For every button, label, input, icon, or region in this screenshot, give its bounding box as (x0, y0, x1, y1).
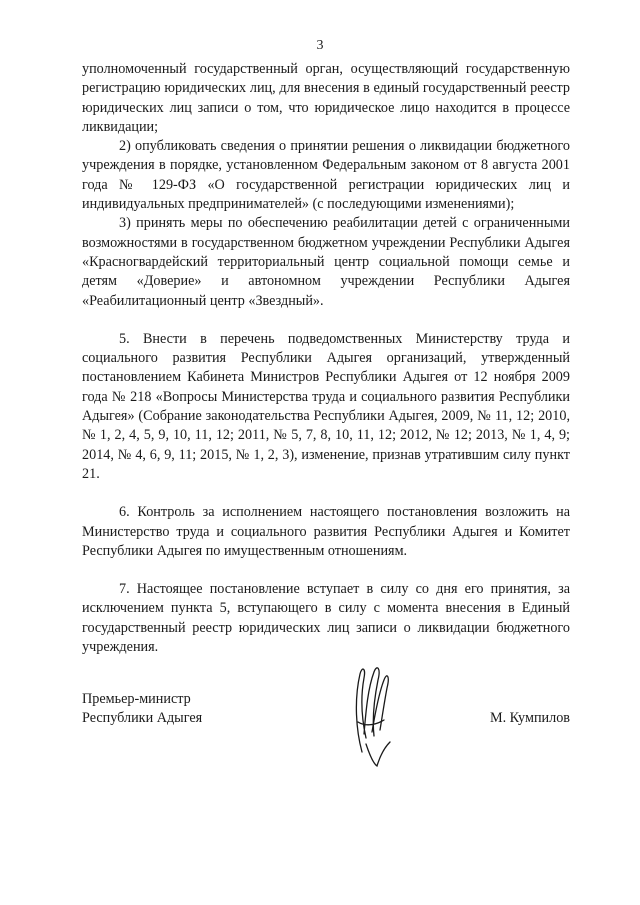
document-body (82, 60, 570, 657)
paragraph-item-3: 3) принять меры по обеспечению реабилитации детей с ограниченными возможностями в государственном бюджетном учреждении Республики Адыгея «Красногвардейский территориальный центр социальной помощи семье и детям «Доверие» и автономном учреждении Республики Адыгея «Реабилитационный центр «Звездный». (82, 215, 570, 309)
handwritten-signature-icon (344, 660, 404, 770)
signature-block (82, 690, 570, 780)
paragraph-point-7: 7. Настоящее постановление вступает в силу со дня его принятия, за исключением пункта 5, вступающего в силу с момента внесения в Единый государственный реестр юридических лиц записи о ликвидации бюджетного учреждения. (82, 581, 570, 656)
signatory-name: М. Кумпилов (489, 710, 570, 726)
paragraph-point-5: 5. Внести в перечень подведомственных Министерству труда и социального развития Республики Адыгея организаций, утвержденный постановлением Кабинета Министров Республики Адыгея от 12 ноября 2009 года № 218 «Вопросы Министерства труда и социального развития Республики Адыгея» (Собрание законодательства Республики Адыгея, 2009, № 11, 12; 2010, № 1, 2, 4, 5, 9, 10, 11, 12; 2011, № 5, 7, 8, 10, 11, 12; 2012, № 12; 2013, № 1, 4, 9; 2014, № 4, 6, 9, 11; 2015, № 1, 2, 3), изменение, признав утратившим силу пункт 21. (82, 330, 570, 482)
paragraph-continuation: уполномоченный государственный орган, осуществляющий государственную регистрацию юридических лиц, для внесения в единый государственный реестр юридических лиц записи о том, что юридическое лицо находится в процессе ликвидации; (82, 61, 570, 135)
paragraph-item-2: 2) опубликовать сведения о принятии решения о ликвидации бюджетного учреждения в порядке, установленном Федеральным законом от 8 августа 2001 года № 129-ФЗ «О государственной регистрации юридических лиц и индивидуальных предпринимателей» (с последующими изменениями); (82, 138, 570, 213)
paragraph-point-6: 6. Контроль за исполнением настоящего постановления возложить на Министерство труда и социального развития Республики Адыгея и Комитет Республики Адыгея по имущественным отношениям. (82, 504, 570, 559)
signatory-title (82, 690, 202, 729)
signatory-title-line-2: Республики Адыгея (82, 710, 203, 727)
page-number: 3 (316, 38, 324, 53)
signatory-title-line-1: Премьер-министр (82, 691, 191, 707)
